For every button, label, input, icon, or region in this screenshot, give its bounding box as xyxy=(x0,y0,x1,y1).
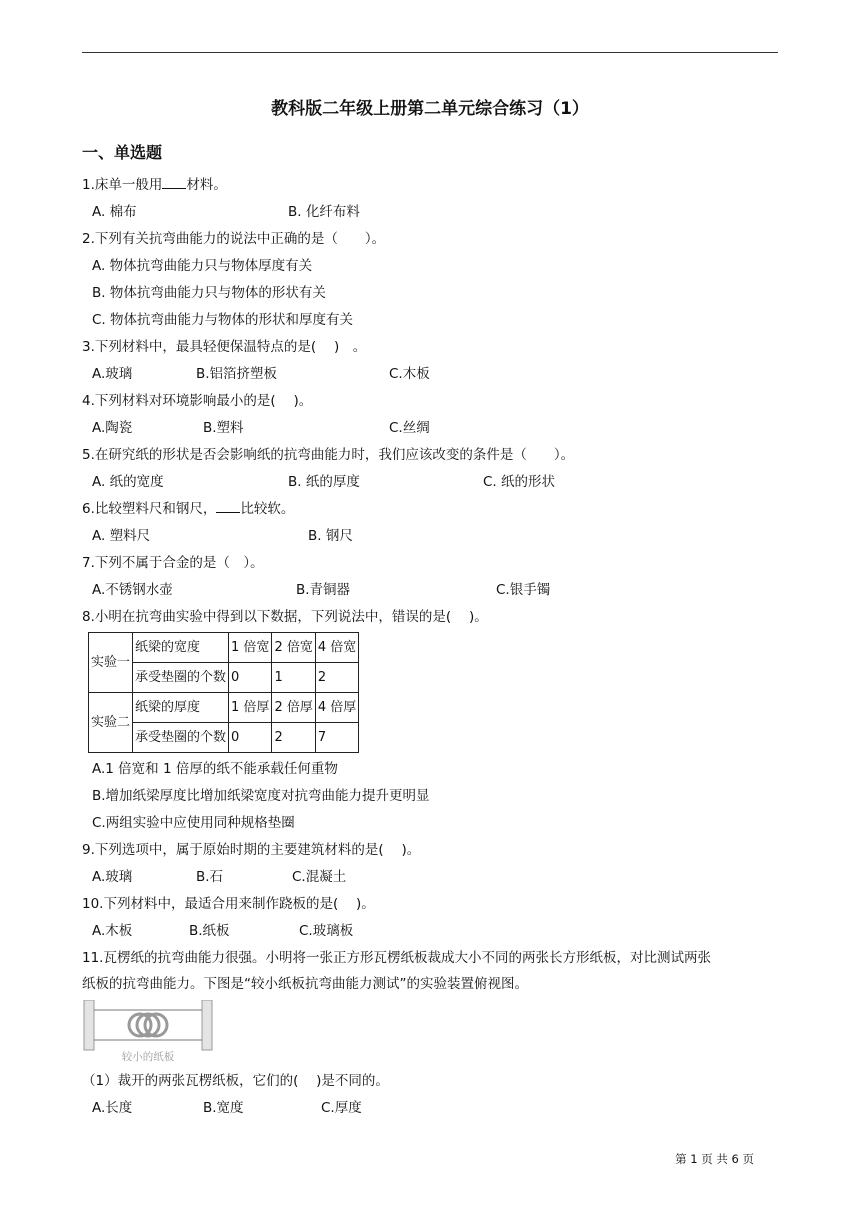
option-a: A.玻璃 xyxy=(92,869,133,885)
option-c: C.厚度 xyxy=(321,1100,362,1116)
question-3: 3.下列材料中，最具轻便保温特点的是( ) 。 xyxy=(82,339,367,355)
table-cell: 0 xyxy=(229,723,272,753)
question-9: 9.下列选项中，属于原始时期的主要建筑材料的是( )。 xyxy=(82,842,421,858)
option-b: B.塑料 xyxy=(203,420,244,436)
table-cell: 1 xyxy=(272,663,315,693)
table-cell: 2 xyxy=(272,723,315,753)
option-c: C.两组实验中应使用同种规格垫圈 xyxy=(92,815,295,831)
table-cell: 纸梁的厚度 xyxy=(133,693,229,723)
question-1-stem-end: 材料。 xyxy=(186,177,227,193)
document-title: 教科版二年级上册第二单元综合练习（1） xyxy=(271,99,589,119)
question-11-line-1: 11.瓦楞纸的抗弯曲能力很强。小明将一张正方形瓦楞纸板裁成大小不同的两张长方形纸板，对比测试两张 xyxy=(82,950,711,966)
option-a: A.玻璃 xyxy=(92,366,133,382)
option-b: B.铝箔挤塑板 xyxy=(196,366,278,382)
option-b: B.宽度 xyxy=(203,1100,244,1116)
option-b: B.增加纸梁厚度比增加纸梁宽度对抗弯曲能力提升更明显 xyxy=(92,788,430,804)
answer-blank xyxy=(162,176,186,189)
option-b: B.纸板 xyxy=(189,923,230,939)
cardboard-test-figure xyxy=(82,1000,214,1062)
question-8: 8.小明在抗弯曲实验中得到以下数据，下列说法中，错误的是( )。 xyxy=(82,609,488,625)
question-5: 5.在研究纸的形状是否会影响纸的抗弯曲能力时，我们应该改变的条件是（ ）。 xyxy=(82,447,575,463)
question-6-stem: 6.比较塑料尺和钢尺， xyxy=(82,501,217,517)
option-b: B. 物体抗弯曲能力只与物体的形状有关 xyxy=(92,285,326,301)
option-b: B. 纸的厚度 xyxy=(288,474,360,490)
option-b: B.青铜器 xyxy=(296,582,351,598)
figure-label: 较小的纸板 xyxy=(121,1051,175,1062)
option-c: C.混凝土 xyxy=(292,869,347,885)
table-cell: 1 倍厚 xyxy=(229,693,272,723)
option-c: C. 纸的形状 xyxy=(483,474,556,490)
answer-blank xyxy=(216,500,240,513)
table-cell: 0 xyxy=(229,663,272,693)
question-11-sub-1: （1）裁开的两张瓦楞纸板，它们的( )是不同的。 xyxy=(82,1073,389,1089)
question-2: 2.下列有关抗弯曲能力的说法中正确的是（ ）。 xyxy=(82,231,386,247)
question-1 xyxy=(82,176,227,194)
table-cell: 实验二 xyxy=(89,693,133,753)
option-c: C. 物体抗弯曲能力与物体的形状和厚度有关 xyxy=(92,312,354,328)
question-4: 4.下列材料对环境影响最小的是( )。 xyxy=(82,393,313,409)
experiment-table xyxy=(88,632,359,753)
question-10: 10.下列材料中，最适合用来制作跷板的是( )。 xyxy=(82,896,375,912)
table-cell: 4 倍厚 xyxy=(315,693,358,723)
option-a: A. 物体抗弯曲能力只与物体厚度有关 xyxy=(92,258,313,274)
table-cell: 实验一 xyxy=(89,633,133,693)
question-6 xyxy=(82,500,294,518)
option-b: B. 化纤布料 xyxy=(288,204,360,220)
table-cell: 2 倍厚 xyxy=(272,693,315,723)
table-cell: 4 倍宽 xyxy=(315,633,358,663)
table-cell: 承受垫圈的个数 xyxy=(133,663,229,693)
table-cell: 7 xyxy=(315,723,358,753)
table-cell: 1 倍宽 xyxy=(229,633,272,663)
table-cell: 2 xyxy=(315,663,358,693)
option-a: A. 纸的宽度 xyxy=(92,474,164,490)
option-a: A. 棉布 xyxy=(92,204,137,220)
option-b: B.石 xyxy=(196,869,224,885)
question-7: 7.下列不属于合金的是（ ）。 xyxy=(82,555,264,571)
option-a: A.长度 xyxy=(92,1100,133,1116)
table-row xyxy=(89,693,359,723)
question-11-line-2: 纸板的抗弯曲能力。下图是“较小纸板抗弯曲能力测试”的实验装置俯视图。 xyxy=(82,976,528,992)
header-rule xyxy=(82,52,778,53)
question-1-stem: 1.床单一般用 xyxy=(82,177,163,193)
option-a: A.陶瓷 xyxy=(92,420,133,436)
table-cell: 2 倍宽 xyxy=(272,633,315,663)
option-c: C.玻璃板 xyxy=(299,923,354,939)
question-6-stem-end: 比较软。 xyxy=(240,501,295,517)
option-b: B. 钢尺 xyxy=(308,528,353,544)
table-cell: 纸梁的宽度 xyxy=(133,633,229,663)
table-row xyxy=(89,633,359,663)
option-a: A.1 倍宽和 1 倍厚的纸不能承载任何重物 xyxy=(92,761,338,777)
option-c: C.银手镯 xyxy=(496,582,551,598)
option-c: C.木板 xyxy=(389,366,430,382)
option-a: A.不锈钢水壶 xyxy=(92,582,173,598)
page-footer: 第 1 页 共 6 页 xyxy=(675,1152,754,1166)
option-a: A. 塑料尺 xyxy=(92,528,151,544)
table-cell: 承受垫圈的个数 xyxy=(133,723,229,753)
section-heading: 一、单选题 xyxy=(82,143,163,162)
option-a: A.木板 xyxy=(92,923,133,939)
option-c: C.丝绸 xyxy=(389,420,430,436)
